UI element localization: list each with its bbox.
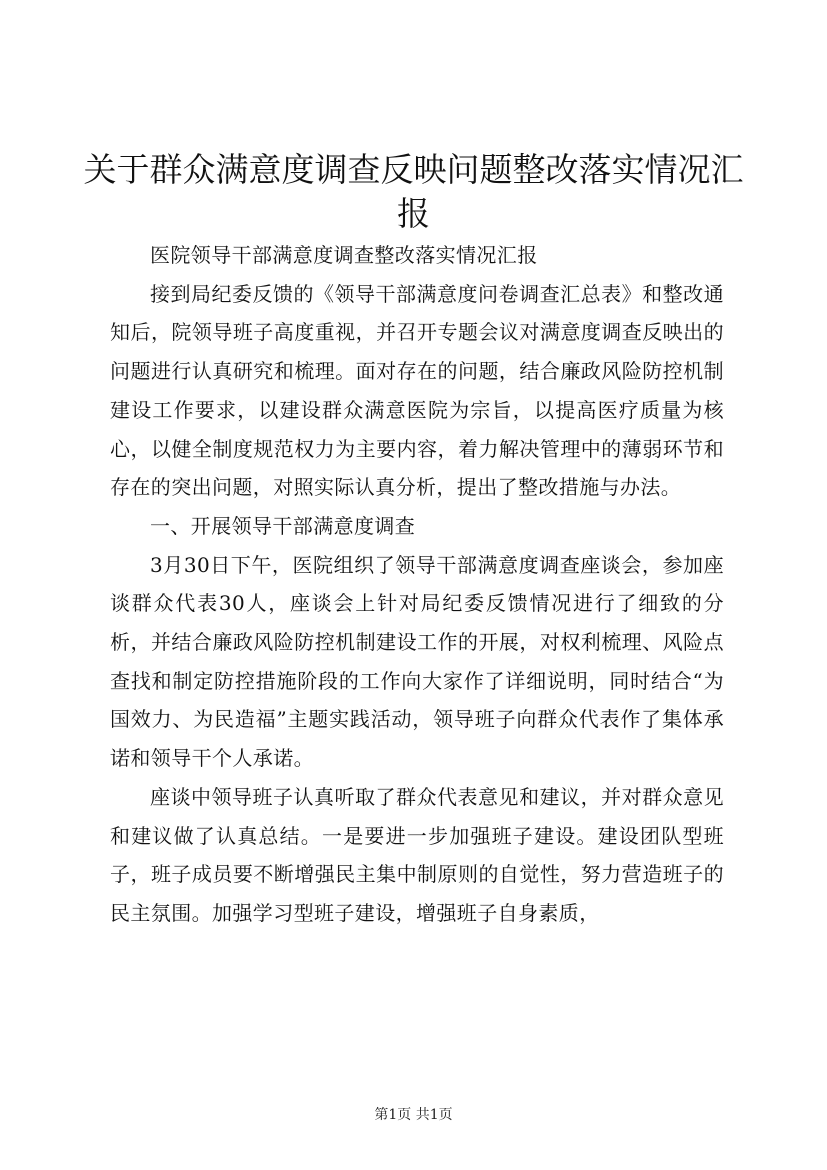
- document-body: [110, 236, 724, 933]
- subtitle-paragraph: 医院领导干部满意度调查整改落实情况汇报: [150, 243, 538, 267]
- intro-paragraph: 接到局纪委反馈的《领导干部满意度问卷调查汇总表》和整改通知后，院领导班子高度重视，并召开专题会议对满意度调查反映出的问题进行认真研究和梳理。面对存在的问题，结合廉政风险防控机制建设工作要求，以建设群众满意医院为宗旨，以提高医疗质量为核心，以健全制度规范权力为主要内容，着力解决管理中的薄弱环节和存在的突出问题，对照实际认真分析，提出了整改措施与办法。: [110, 281, 724, 500]
- document-title: 关于群众满意度调查反映问题整改落实情况汇报: [83, 150, 744, 233]
- page-footer: 第1页 共1页: [374, 1107, 453, 1123]
- feedback-paragraph: 座谈中领导班子认真听取了群众代表意见和建议，并对群众意见和建议做了认真总结。一是要进一步加强班子建设。建设团队型班子，班子成员要不断增强民主集中制原则的自觉性，努力营造班子的民主氛围。加强学习型班子建设，增强班子自身素质，: [110, 784, 724, 925]
- section-heading: 一、开展领导干部满意度调查: [150, 513, 416, 538]
- survey-paragraph: 3月30日下午，医院组织了领导干部满意度调查座谈会，参加座谈群众代表30人，座谈会上针对局纪委反馈情况进行了细致的分析，并结合廉政风险防控机制建设工作的开展，对权利梳理、风险点查找和制定防控措施阶段的工作向大家作了详细说明，同时结合“为国效力、为民造福”主题实践活动，领导班子向群众代表作了集体承诺和领导干个人承诺。: [110, 552, 724, 771]
